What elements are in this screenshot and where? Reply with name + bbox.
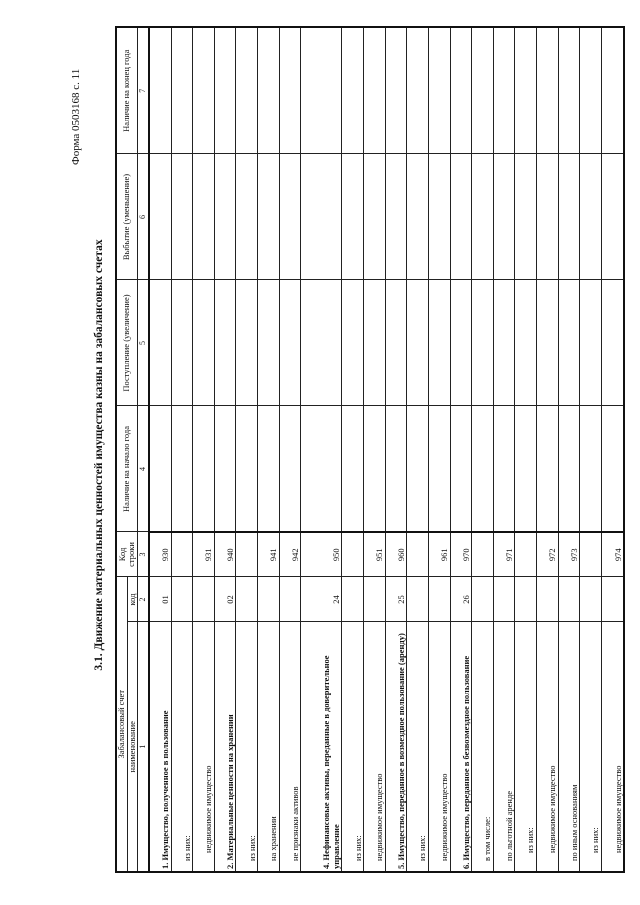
row-name: не признаки активов: [279, 622, 301, 872]
row-name: по иным основаниям: [558, 622, 580, 872]
row-name: из них:: [171, 622, 193, 872]
value-cell[interactable]: [428, 154, 450, 280]
row-line-code: [171, 532, 193, 577]
value-cell[interactable]: [515, 280, 537, 406]
table-row: [149, 27, 172, 872]
table-row: [472, 27, 494, 872]
header-outflow: Выбытие (уменьшение): [116, 154, 138, 280]
row-name: 6. Имущество, переданное в безвозмездное пользование: [450, 622, 472, 872]
value-cell[interactable]: [493, 154, 515, 280]
value-cell[interactable]: [236, 154, 258, 280]
table-row: [342, 27, 364, 872]
row-line-code: 940: [214, 532, 236, 577]
row-line-code: 942: [279, 532, 301, 577]
value-cell[interactable]: [214, 27, 236, 154]
value-cell[interactable]: [601, 280, 624, 406]
value-cell[interactable]: [258, 280, 280, 406]
value-cell[interactable]: [601, 406, 624, 532]
header-inflow: Поступление (увеличение): [116, 280, 138, 406]
table-row: [580, 27, 602, 872]
value-cell[interactable]: [364, 154, 386, 280]
value-cell[interactable]: [558, 154, 580, 280]
value-cell[interactable]: [171, 406, 193, 532]
row-account-code: [601, 577, 624, 622]
row-account-code: [558, 577, 580, 622]
value-cell[interactable]: [149, 154, 172, 280]
value-cell[interactable]: [236, 280, 258, 406]
value-cell[interactable]: [385, 280, 407, 406]
value-cell[interactable]: [536, 27, 558, 154]
table-row: [536, 27, 558, 872]
value-cell[interactable]: [385, 27, 407, 154]
row-name: по льготной аренде: [493, 622, 515, 872]
value-cell[interactable]: [472, 154, 494, 280]
row-account-code: [536, 577, 558, 622]
row-account-code: [279, 577, 301, 622]
table-row: [279, 27, 301, 872]
row-line-code: [342, 532, 364, 577]
value-cell[interactable]: [193, 406, 215, 532]
table-row: [214, 27, 236, 872]
value-cell[interactable]: [515, 27, 537, 154]
row-line-code: 970: [450, 532, 472, 577]
row-name: из них:: [342, 622, 364, 872]
row-name: недвижимое имущество: [601, 622, 624, 872]
row-account-code: 25: [385, 577, 407, 622]
row-account-code: [193, 577, 215, 622]
row-account-code: [515, 577, 537, 622]
row-name: 5. Имущество, переданное в возмездное пользование (аренду): [385, 622, 407, 872]
value-cell[interactable]: [214, 406, 236, 532]
value-cell[interactable]: [601, 154, 624, 280]
value-cell[interactable]: [558, 406, 580, 532]
value-cell[interactable]: [601, 27, 624, 154]
column-number: 5: [138, 280, 149, 406]
row-line-code: [472, 532, 494, 577]
row-account-code: [258, 577, 280, 622]
value-cell[interactable]: [193, 280, 215, 406]
value-cell[interactable]: [171, 27, 193, 154]
row-line-code: [580, 532, 602, 577]
value-cell[interactable]: [407, 154, 429, 280]
value-cell[interactable]: [385, 406, 407, 532]
value-cell[interactable]: [580, 406, 602, 532]
value-cell[interactable]: [580, 27, 602, 154]
header-end: Наличие на конец года: [116, 27, 138, 154]
row-account-code: 24: [301, 577, 342, 622]
value-cell[interactable]: [149, 406, 172, 532]
value-cell[interactable]: [279, 280, 301, 406]
row-account-code: [364, 577, 386, 622]
row-account-code: [428, 577, 450, 622]
row-name: на хранении: [258, 622, 280, 872]
row-account-code: [236, 577, 258, 622]
value-cell[interactable]: [580, 154, 602, 280]
row-line-code: 941: [258, 532, 280, 577]
row-name: из них:: [515, 622, 537, 872]
value-cell[interactable]: [214, 154, 236, 280]
row-name: в том числе:: [472, 622, 494, 872]
value-cell[interactable]: [171, 280, 193, 406]
value-cell[interactable]: [301, 280, 342, 406]
value-cell[interactable]: [279, 154, 301, 280]
header-begin: Наличие на начало года: [116, 406, 138, 532]
off-balance-table: [115, 28, 625, 873]
row-name: недвижимое имущество: [193, 622, 215, 872]
row-line-code: 973: [558, 532, 580, 577]
column-number: 2: [138, 577, 149, 622]
column-number: 7: [138, 27, 149, 154]
value-cell[interactable]: [214, 280, 236, 406]
table-row: [558, 27, 580, 872]
value-cell[interactable]: [279, 406, 301, 532]
value-cell[interactable]: [301, 406, 342, 532]
row-line-code: [515, 532, 537, 577]
value-cell[interactable]: [258, 27, 280, 154]
value-cell[interactable]: [407, 27, 429, 154]
column-number: 3: [138, 532, 149, 577]
table-body: [149, 27, 625, 872]
value-cell[interactable]: [171, 154, 193, 280]
table-row: [171, 27, 193, 872]
value-cell[interactable]: [493, 27, 515, 154]
row-name: 2. Материальные ценности на хранении: [214, 622, 236, 872]
value-cell[interactable]: [515, 406, 537, 532]
row-account-code: 26: [450, 577, 472, 622]
value-cell[interactable]: [428, 27, 450, 154]
table-row: [236, 27, 258, 872]
value-cell[interactable]: [279, 27, 301, 154]
row-account-code: 02: [214, 577, 236, 622]
value-cell[interactable]: [149, 27, 172, 154]
row-account-code: [407, 577, 429, 622]
value-cell[interactable]: [236, 406, 258, 532]
table-row: [193, 27, 215, 872]
value-cell[interactable]: [364, 280, 386, 406]
value-cell[interactable]: [193, 27, 215, 154]
column-number: 4: [138, 406, 149, 532]
table-row: [493, 27, 515, 872]
row-line-code: [407, 532, 429, 577]
value-cell[interactable]: [193, 154, 215, 280]
value-cell[interactable]: [472, 406, 494, 532]
value-cell[interactable]: [536, 154, 558, 280]
row-line-code: 972: [536, 532, 558, 577]
row-line-code: 971: [493, 532, 515, 577]
value-cell[interactable]: [450, 406, 472, 532]
row-line-code: 974: [601, 532, 624, 577]
value-cell[interactable]: [450, 27, 472, 154]
row-name: из них:: [580, 622, 602, 872]
value-cell[interactable]: [536, 406, 558, 532]
value-cell[interactable]: [236, 27, 258, 154]
row-account-code: [171, 577, 193, 622]
table-row: [364, 27, 386, 872]
value-cell[interactable]: [258, 406, 280, 532]
value-cell[interactable]: [342, 27, 364, 154]
row-line-code: 950: [301, 532, 342, 577]
value-cell[interactable]: [385, 154, 407, 280]
row-line-code: 951: [364, 532, 386, 577]
table-title: 3.1. Движение материальных ценностей имущества казны на забалансовых счетах: [93, 239, 105, 671]
value-cell[interactable]: [493, 280, 515, 406]
row-line-code: 930: [149, 532, 172, 577]
row-line-code: 960: [385, 532, 407, 577]
value-cell[interactable]: [558, 27, 580, 154]
table-row: [258, 27, 280, 872]
column-number: 6: [138, 154, 149, 280]
value-cell[interactable]: [301, 154, 342, 280]
header-name: наименование: [127, 622, 138, 872]
row-account-code: [342, 577, 364, 622]
table-row: [385, 27, 407, 872]
value-cell[interactable]: [301, 27, 342, 154]
value-cell[interactable]: [407, 406, 429, 532]
table-row: [450, 27, 472, 872]
value-cell[interactable]: [342, 280, 364, 406]
row-name: 1. Имущество, полученное в пользование: [149, 622, 172, 872]
value-cell[interactable]: [515, 154, 537, 280]
value-cell[interactable]: [342, 154, 364, 280]
row-name: недвижимое имущество: [536, 622, 558, 872]
value-cell[interactable]: [472, 27, 494, 154]
value-cell[interactable]: [342, 406, 364, 532]
row-account-code: [493, 577, 515, 622]
value-cell[interactable]: [364, 406, 386, 532]
value-cell[interactable]: [580, 280, 602, 406]
row-name: 4. Нефинансовые активы, переданные в доверительное управление: [301, 622, 342, 872]
value-cell[interactable]: [558, 280, 580, 406]
table-row: [407, 27, 429, 872]
row-name: из них:: [236, 622, 258, 872]
value-cell[interactable]: [364, 27, 386, 154]
value-cell[interactable]: [428, 406, 450, 532]
value-cell[interactable]: [472, 280, 494, 406]
table-row: [601, 27, 624, 872]
header-code: код: [127, 577, 138, 622]
form-number-label: Форма 0503168 с. 11: [70, 68, 82, 165]
table-row: [515, 27, 537, 872]
value-cell[interactable]: [258, 154, 280, 280]
row-line-code: 961: [428, 532, 450, 577]
value-cell[interactable]: [407, 280, 429, 406]
row-account-code: [472, 577, 494, 622]
value-cell[interactable]: [149, 280, 172, 406]
row-account-code: [580, 577, 602, 622]
value-cell[interactable]: [493, 406, 515, 532]
column-number: 1: [138, 622, 149, 872]
value-cell[interactable]: [450, 154, 472, 280]
table-row: [301, 27, 342, 872]
row-name: из них:: [407, 622, 429, 872]
row-line-code: [236, 532, 258, 577]
header-account-group: Забалансовый счет: [116, 577, 127, 872]
row-name: недвижимое имущество: [428, 622, 450, 872]
value-cell[interactable]: [536, 280, 558, 406]
value-cell[interactable]: [450, 280, 472, 406]
row-name: недвижимое имущество: [364, 622, 386, 872]
header-line-code: Код строки: [116, 532, 138, 577]
table-row: [428, 27, 450, 872]
value-cell[interactable]: [428, 280, 450, 406]
row-line-code: 931: [193, 532, 215, 577]
row-account-code: 01: [149, 577, 172, 622]
